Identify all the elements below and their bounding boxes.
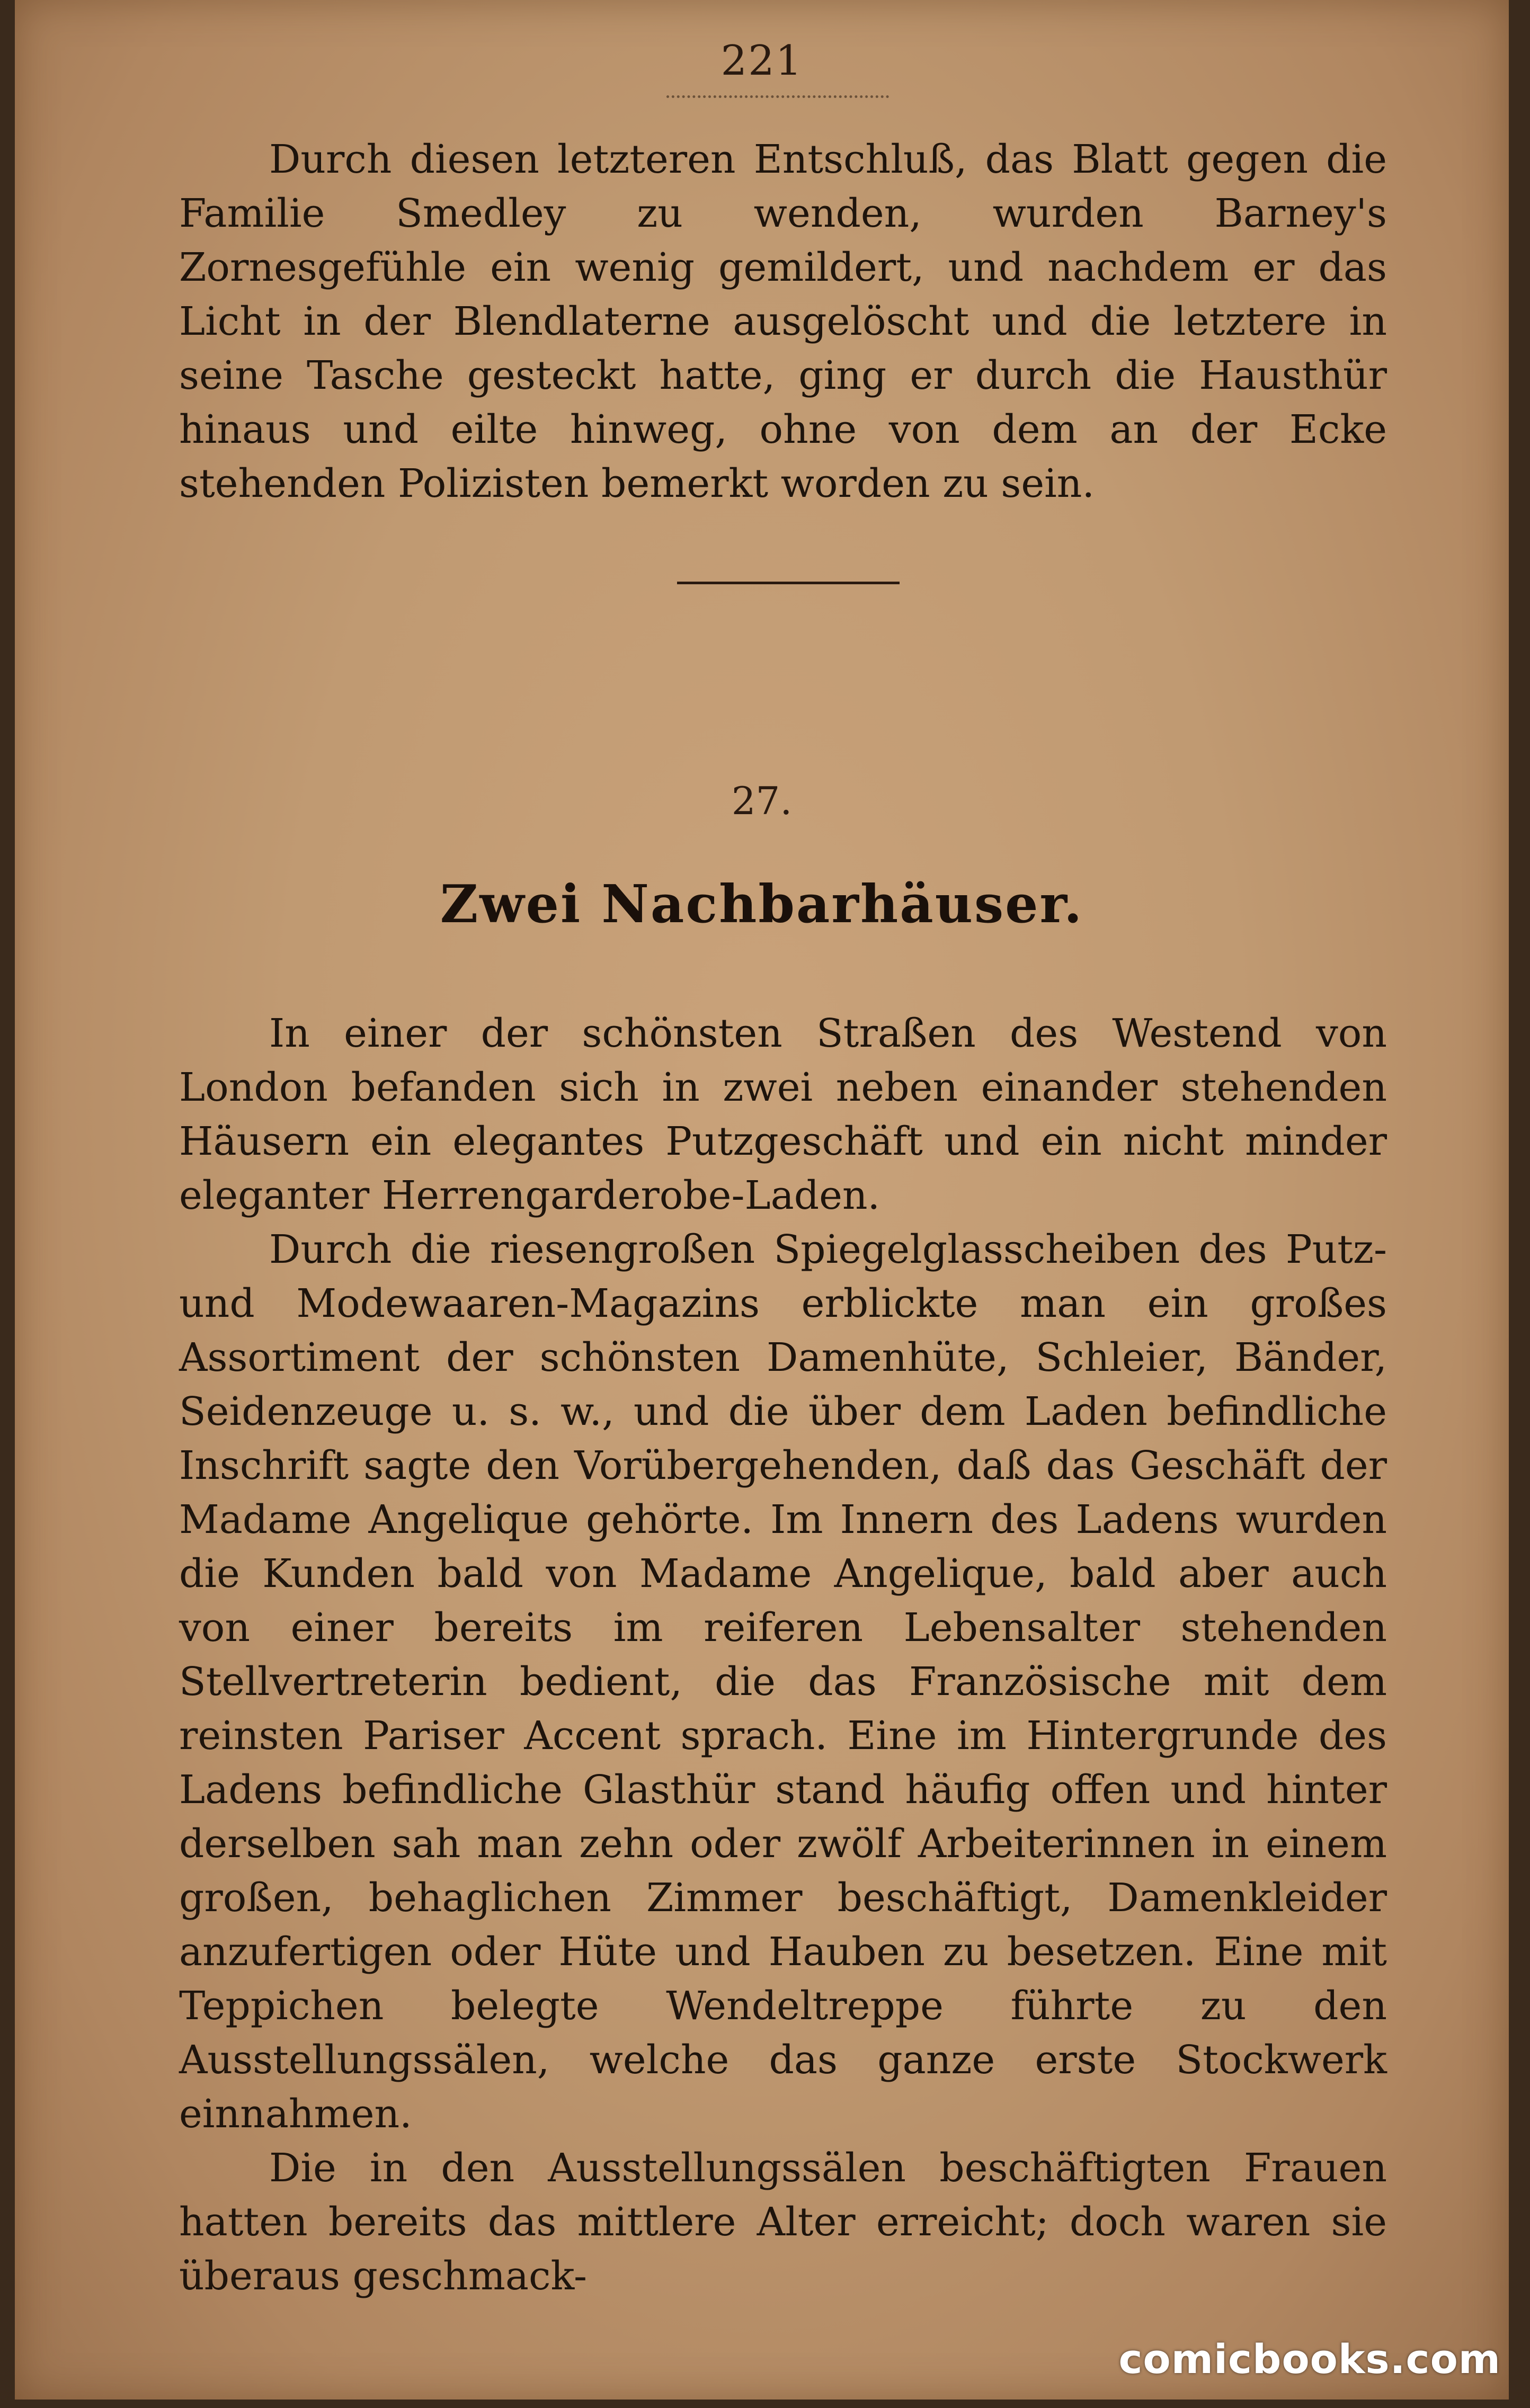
chapter-body xyxy=(179,1006,1387,2303)
page-number-ornament xyxy=(666,90,889,98)
continuation-text xyxy=(179,132,1387,511)
paragraph: Durch die riesengroßen Spiegelglasscheiben des Putz- und Modewaaren-Magazins erblickte man ein großes Assortiment der schönsten Damenhüte, Schleier, Bänder, Seidenzeuge u. s. w., und die über dem Laden befindliche Inschrift sagte den Vorübergehenden, daß das Geschäft der Madame Angelique gehörte. Im Innern des Ladens wurden die Kunden bald von Madame Angelique, bald aber auch von einer bereits im reiferen Lebensalter stehenden Stellvertreterin bedient, die das Französische mit dem reinsten Pariser Accent sprach. Eine im Hintergrunde des Ladens befindliche Glasthür stand häufig offen und hinter derselben sah man zehn oder zwölf Arbeiterinnen in einem großen, behaglichen Zimmer beschäftigt, Damenkleider anzufertigen oder Hüte und Hauben zu besetzen. Eine mit Teppichen belegte Wendeltreppe führte zu den Ausstellungssälen, welche das ganze erste Stockwerk einnahmen. xyxy=(179,1227,1387,2137)
paragraph: In einer der schönsten Straßen des Westend von London befanden sich in zwei neben einander stehenden Häusern ein elegantes Putzgeschäft und ein nicht minder eleganter Herrengarderobe-Laden. xyxy=(179,1011,1387,1218)
chapter-number: 27. xyxy=(731,779,793,823)
section-divider xyxy=(677,582,900,584)
chapter-title: Zwei Nachbarhäuser. xyxy=(440,874,1084,935)
book-page xyxy=(15,0,1509,2400)
watermark: comicbooks.com xyxy=(1118,2335,1501,2383)
paragraph: Durch diesen letzteren Entschluß, das Blatt gegen die Familie Smedley zu wenden, wurden Barney's Zornesgefühle ein wenig gemildert, und nachdem er das Licht in der Blendlaterne ausgelöscht und die letztere in seine Tasche gesteckt hatte, ging er durch die Hausthür hinaus und eilte hinweg, ohne von dem an der Ecke stehenden Polizisten bemerkt worden zu sein. xyxy=(179,137,1387,506)
page-number: 221 xyxy=(720,37,803,85)
paragraph: Die in den Ausstellungssälen beschäftigten Frauen hatten bereits das mittlere Alter erreicht; doch waren sie überaus geschmack- xyxy=(179,2145,1387,2299)
